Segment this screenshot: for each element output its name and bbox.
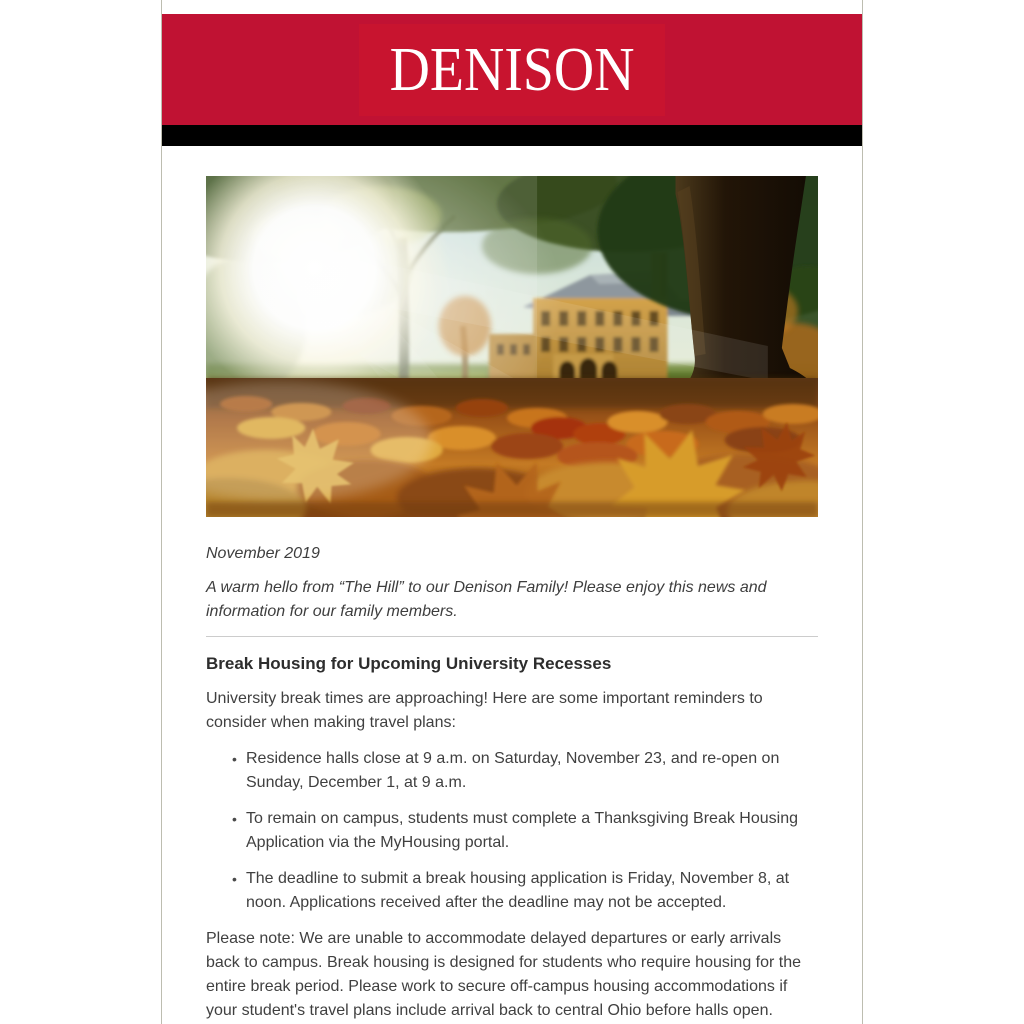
header-banner — [162, 14, 862, 125]
list-item-halls-close: • Residence halls close at 9 a.m. on Saturday, November 23, and re-open on Sunday, December 1, at 9 a.m. — [206, 747, 818, 795]
section-divider — [206, 636, 818, 637]
campus-autumn-photo-graphic — [206, 176, 818, 517]
campus-autumn-photo — [206, 176, 818, 517]
newsletter-content — [162, 146, 862, 1023]
leaf-carpet-shape — [206, 378, 818, 517]
email-body — [161, 0, 863, 1024]
section-lead-paragraph: University break times are approaching! Here are some important reminders to consider when making travel plans: — [206, 690, 763, 731]
section-closing-paragraph: Please note: We are unable to accommodate delayed departures or early arrivals back to campus. Break housing is designed for students who require housing for the entire break period. Please work to secure off-campus housing accommodations if your student's travel plans include arrival back to central Ohio before halls open. — [206, 930, 802, 1019]
denison-logo-text: DENISON — [389, 35, 635, 104]
denison-logo[interactable] — [359, 24, 665, 116]
intro-greeting: A warm hello from “The Hill” to our Denison Family! Please enjoy this news and information for our family members. — [206, 579, 767, 620]
header-rule-bar — [162, 125, 862, 146]
list-item-deadline: • The deadline to submit a break housing application is Friday, November 8, at noon. Applications received after the deadline may not be accepted. — [206, 867, 818, 915]
section-heading: Break Housing for Upcoming University Recesses — [206, 654, 612, 673]
issue-date: November 2019 — [206, 545, 320, 562]
reminder-list — [206, 747, 818, 915]
list-item-break-application: • To remain on campus, students must complete a Thanksgiving Break Housing Application via the MyHousing portal. — [206, 807, 818, 855]
